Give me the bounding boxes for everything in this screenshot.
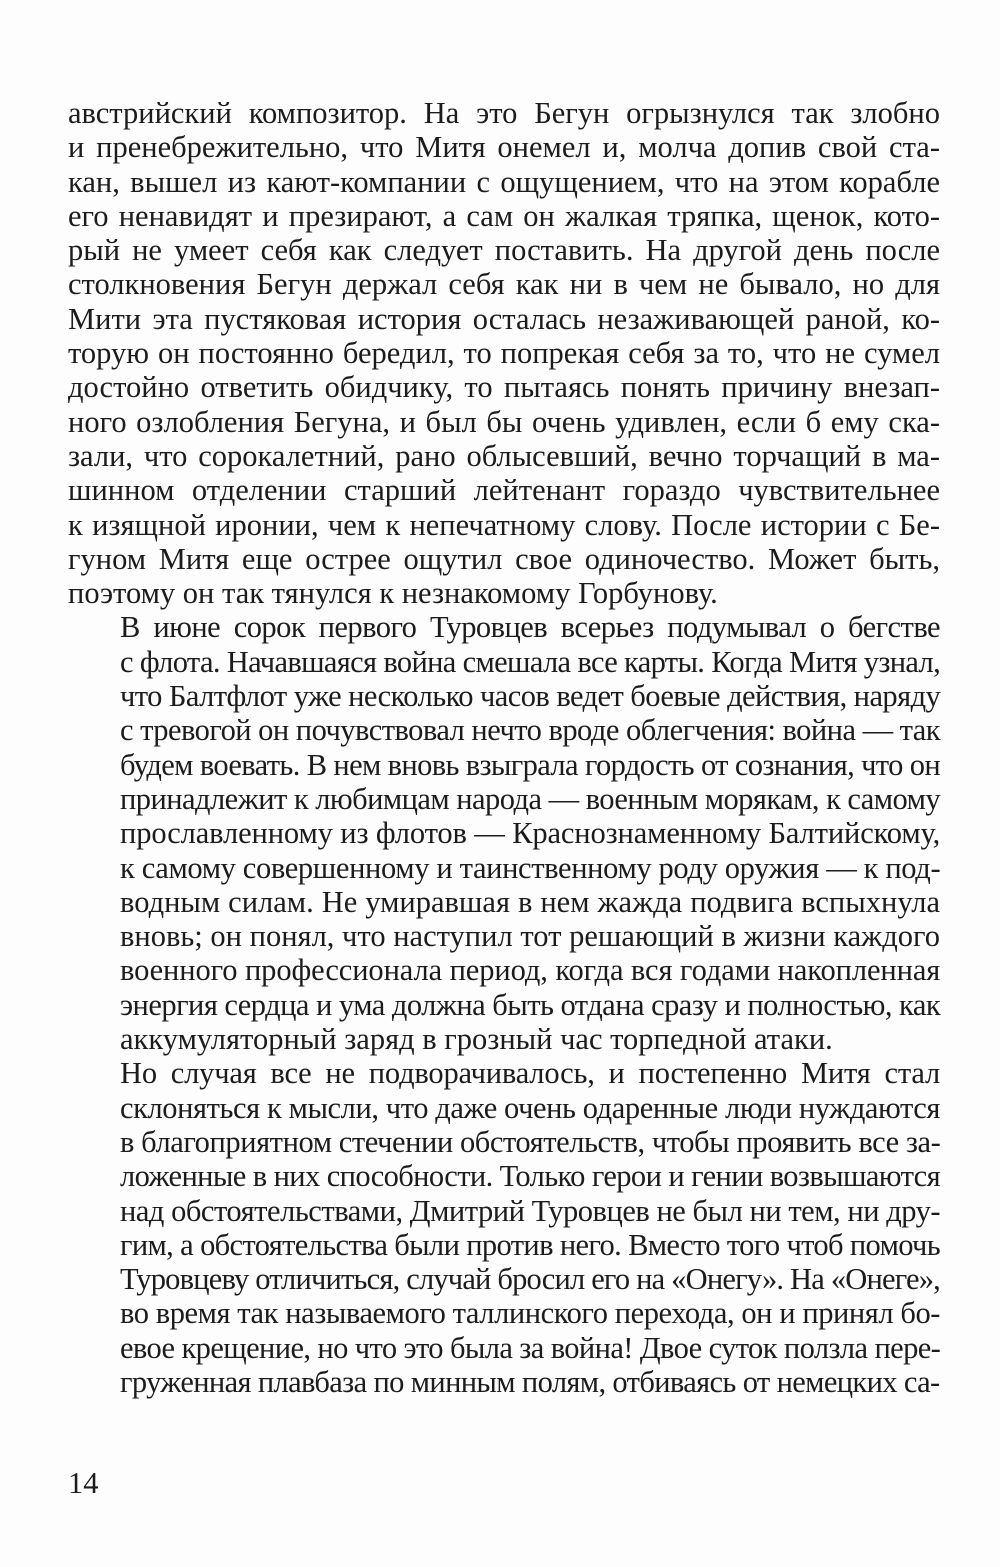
text-line: прославленному из флотов — Краснознаменному Балтийскому, — [120, 816, 941, 851]
text-line: к самому совершенному и таинственному роду оружия — к под- — [120, 850, 941, 885]
body-text — [68, 96, 940, 1399]
text-line: с тревогой он почувствовал нечто вроде облегчения: война — так — [120, 713, 941, 748]
text-line: шинном отделении старший лейтенант гораздо чувствительнее — [68, 473, 940, 508]
text-line: с флота. Начавшаяся война смешала все карты. Когда Митя узнал, — [120, 644, 941, 679]
text-line: кан, вышел из кают-компании с ощущением, что на этом корабле — [68, 164, 940, 199]
text-line: Но случая все не подворачивалось, и постепенно Митя стал — [120, 1056, 940, 1091]
text-line: вновь; он понял, что наступил тот решающий в жизни каждого — [120, 919, 940, 954]
text-line: В июне сорок первого Туровцев всерьез подумывал о бегстве — [120, 610, 940, 645]
text-line: рый не умеет себя как следует поставить. На другой день после — [68, 233, 940, 268]
text-line: и пренебрежительно, что Митя онемел и, молча допив свой ста- — [68, 130, 940, 165]
text-line: зали, что сорокалетний, рано облысевший, вечно торчащий в ма- — [68, 438, 940, 473]
text-line: энергия сердца и ума должна быть отдана сразу и полностью, как — [120, 987, 941, 1022]
text-line: водным силам. Не умиравшая в нем жажда подвига вспыхнула — [120, 884, 940, 919]
text-line: над обстоятельствами, Дмитрий Туровцев не был ни тем, ни дру- — [120, 1193, 941, 1228]
text-line: достойно ответить обидчику, то пытаясь понять причину внезап- — [68, 370, 940, 405]
text-line: к изящной иронии, чем к непечатному слову. После истории с Бе- — [68, 507, 940, 542]
paragraph — [68, 96, 940, 610]
text-line: евое крещение, но что это была за война! Двое суток ползла пере- — [120, 1330, 941, 1365]
text-line: столкновения Бегун держал себя как ни в чем не бывало, но для — [68, 267, 940, 302]
text-line: поэтому он так тянулся к незнакомому Горбунову. — [68, 576, 718, 611]
text-line: во время так называемого таллинского перехода, он и принял бо- — [120, 1296, 940, 1331]
text-line: Туровцеву отличиться, случай бросил его на «Онегу». На «Онеге», — [120, 1262, 940, 1297]
text-line: принадлежит к любимцам народа — военным морякам, к самому — [120, 781, 941, 816]
text-line: в благоприятном стечении обстоятельств, чтобы проявить все за- — [120, 1124, 941, 1159]
paragraph — [68, 610, 940, 1056]
text-line: будем воевать. В нем вновь взыграла гордость от сознания, что он — [120, 747, 940, 782]
paragraph — [68, 1056, 940, 1399]
text-line: склоняться к мысли, что даже очень одаренные люди нуждаются — [120, 1090, 940, 1125]
text-line: его ненавидят и презирают, а сам он жалкая тряпка, щенок, кото- — [68, 198, 940, 233]
text-line: военного профессионала период, когда вся годами накопленная — [120, 953, 941, 988]
text-line: что Балтфлот уже несколько часов ведет боевые действия, наряду — [120, 679, 941, 714]
text-line: ного озлобления Бегуна, и был бы очень удивлен, если б ему ска- — [68, 404, 940, 439]
text-line: груженная плавбаза по минным полям, отбиваясь от немецких са- — [120, 1364, 940, 1399]
text-line: Мити эта пустяковая история осталась незаживающей раной, ко- — [68, 301, 940, 336]
text-line: аккумуляторный заряд в грозный час торпедной атаки. — [120, 1022, 833, 1057]
page-number: 14 — [68, 1466, 99, 1500]
text-line: ложенные в них способности. Только герои и гении возвышаются — [120, 1159, 940, 1194]
text-line: гим, а обстоятельства были против него. Вместо того чтоб помочь — [120, 1227, 940, 1262]
text-line: гуном Митя еще острее ощутил свое одиночество. Может быть, — [68, 541, 940, 576]
text-line: торую он постоянно бередил, то попрекая себя за то, что не сумел — [68, 336, 940, 371]
text-line: австрийский композитор. На это Бегун огрызнулся так злобно — [68, 96, 940, 130]
